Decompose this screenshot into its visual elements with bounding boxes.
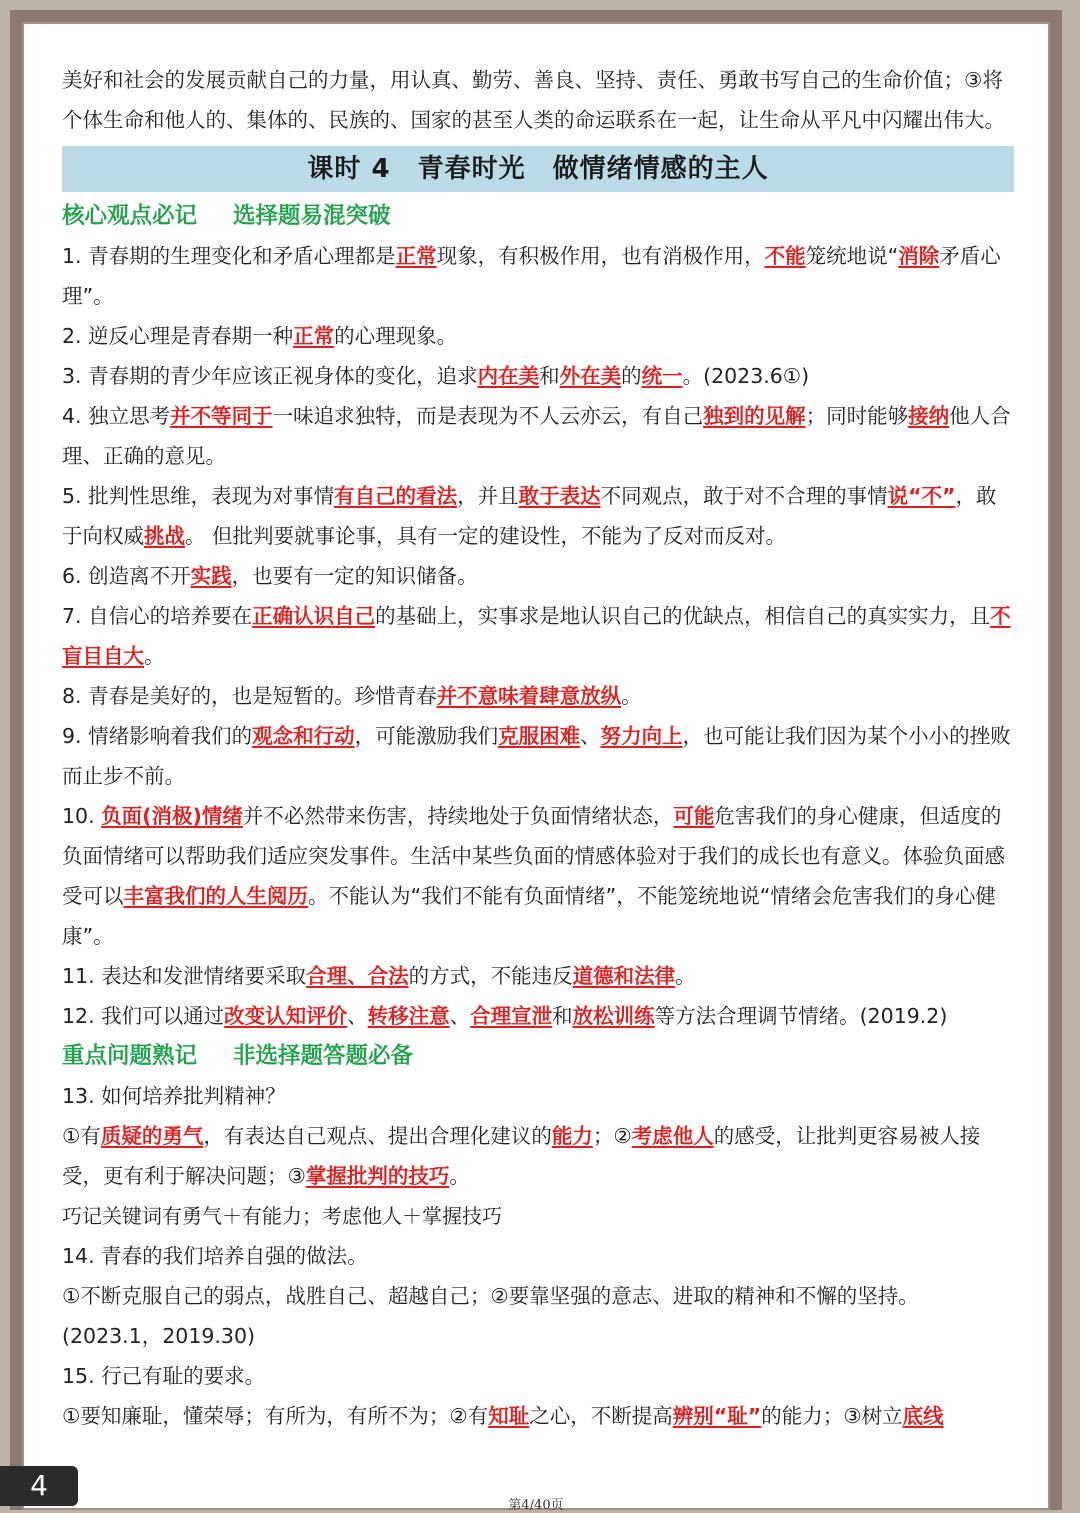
item-text: 的 — [621, 364, 642, 388]
list-item — [62, 956, 1014, 996]
item-text: 等方法合理调节情绪。(2019.2) — [654, 1004, 948, 1028]
highlighted-keyword: 正确认识自己 — [252, 604, 376, 628]
highlighted-keyword: 不能 — [764, 244, 806, 268]
list-item — [62, 676, 1014, 716]
list-item — [62, 1236, 1014, 1276]
highlighted-keyword: 辨别“耻” — [672, 1404, 762, 1428]
section-heading-left: 重点问题熟记 — [62, 1043, 198, 1069]
item-text: 。 — [621, 684, 642, 708]
item-text: 。 — [449, 1164, 470, 1188]
item-text: 的能力；③树立 — [761, 1404, 903, 1428]
item-text: 他人合理、正确的意见。 — [62, 404, 1011, 468]
item-text: 之心，不断提高 — [529, 1404, 673, 1428]
page-sheet — [22, 22, 1050, 1513]
item-text: 危害我们的身心健康，但适度的负面情绪可以帮助我们适应突发事件。生活中某些负面的情感体验对于我们的成长也有意义。体验负面感受可以 — [62, 804, 1005, 908]
list-item — [62, 396, 1014, 476]
item-text: 15. 行己有耻的要求。 — [62, 1364, 266, 1388]
highlighted-keyword: 克服困难 — [498, 724, 581, 748]
item-text: ；② — [592, 1124, 632, 1148]
item-text: ，也要有一定的知识储备。 — [231, 564, 478, 588]
item-text: 6. 创造离不开 — [62, 564, 191, 588]
highlighted-keyword: 挑战 — [144, 524, 185, 548]
section-heading-right: 非选择题答题必备 — [233, 1043, 414, 1069]
item-text: 和 — [539, 364, 560, 388]
list-item — [62, 596, 1014, 676]
list-item — [62, 236, 1014, 316]
item-text: 。 — [675, 964, 696, 988]
highlighted-keyword: 合理、合法 — [306, 964, 409, 988]
item-text: 并不必然带来伤害，持续地处于负面情绪状态， — [242, 804, 674, 828]
highlighted-keyword: 放松训练 — [572, 1004, 655, 1028]
highlighted-keyword: 统一 — [641, 364, 683, 388]
highlighted-keyword: 实践 — [190, 564, 232, 588]
item-text: 巧记关键词有勇气＋有能力；考虑他人＋掌握技巧 — [62, 1204, 502, 1228]
highlighted-keyword: 内在美 — [477, 364, 540, 388]
list-item — [62, 1076, 1014, 1116]
list-item — [62, 316, 1014, 356]
item-text: 7. 自信心的培养要在 — [62, 604, 253, 628]
item-text: 的感受，让批判更容易被人接受，更有利于解决问题；③ — [62, 1124, 981, 1188]
list-item — [62, 1116, 1014, 1196]
list-item — [62, 1276, 1014, 1356]
highlighted-keyword: 丰富我们的人生阅历 — [123, 884, 308, 908]
highlighted-keyword: 考虑他人 — [631, 1124, 714, 1148]
item-text: 。 — [144, 644, 165, 668]
item-text: 笼统地说“ — [805, 244, 899, 268]
item-text: 一味追求独特，而是表现为不人云亦云，有自己 — [272, 404, 704, 428]
item-text: 10. — [62, 804, 102, 828]
highlighted-keyword: 知耻 — [488, 1404, 530, 1428]
item-text: 4. 独立思考 — [62, 404, 171, 428]
item-text: 。(2023.6①) — [682, 364, 810, 388]
highlighted-keyword: 并不意味着肆意放纵 — [436, 684, 622, 708]
item-text: ，并且 — [457, 484, 519, 508]
item-text: 11. 表达和发泄情绪要采取 — [62, 964, 307, 988]
item-text: 。 但批判要就事论事，具有一定的建设性，不能为了反对而反对。 — [185, 524, 787, 548]
item-text: 9. 情绪影响着我们的 — [62, 724, 253, 748]
page-number-footer: 第4/40页 — [508, 1498, 564, 1513]
page-badge: 4 — [0, 1466, 78, 1506]
section-heading-key — [62, 1036, 1014, 1076]
highlighted-keyword: 不盲目自大 — [62, 604, 1011, 668]
key-questions-list — [62, 1076, 1014, 1436]
item-text: 、 — [347, 1004, 368, 1028]
item-text: 5. 批判性思维，表现为对事情 — [62, 484, 335, 508]
item-text: ；同时能够 — [805, 404, 909, 428]
item-text: 、 — [580, 724, 601, 748]
item-text: 、 — [449, 1004, 471, 1028]
core-points-list — [62, 236, 1014, 1036]
highlighted-keyword: 观念和行动 — [252, 724, 355, 748]
list-item — [62, 716, 1014, 796]
item-text: 8. 青春是美好的，也是短暂的。珍惜青春 — [62, 684, 437, 708]
item-text: 1. 青春期的生理变化和矛盾心理都是 — [62, 244, 396, 268]
item-text: ①不断克服自己的弱点，战胜自己、超越自己；②要靠坚强的意志、进取的精神和不懈的坚持。(2023.1，2019.30) — [62, 1284, 919, 1348]
item-text: 3. 青春期的青少年应该正视身体的变化，追求 — [62, 364, 478, 388]
item-text: ，敢于向权威 — [62, 484, 997, 548]
list-item — [62, 796, 1014, 956]
highlighted-keyword: 并不等同于 — [170, 404, 273, 428]
section-heading-left: 核心观点必记 — [62, 203, 198, 229]
item-text: 的方式，不能违反 — [408, 964, 573, 988]
highlighted-keyword: 独到的见解 — [703, 404, 806, 428]
list-item — [62, 996, 1014, 1036]
highlighted-keyword: 努力向上 — [600, 724, 683, 748]
highlighted-keyword: 能力 — [551, 1124, 593, 1148]
highlighted-keyword: 负面(消极)情绪 — [101, 804, 243, 828]
item-text: 不同观点，敢于对不合理的事情 — [600, 484, 888, 508]
item-text: 14. 青春的我们培养自强的做法。 — [62, 1244, 368, 1268]
section-heading-right: 选择题易混突破 — [233, 203, 391, 229]
item-text: 2. 逆反心理是青春期一种 — [62, 324, 294, 348]
highlighted-keyword: 质疑的勇气 — [100, 1124, 204, 1148]
item-text: 矛盾心理”。 — [62, 244, 1001, 308]
highlighted-keyword: 道德和法律 — [572, 964, 676, 988]
item-text: ，有表达自己观点、提出合理化建议的 — [203, 1124, 552, 1148]
highlighted-keyword: 转移注意 — [367, 1004, 450, 1028]
highlighted-keyword: 说“不” — [887, 484, 956, 508]
list-item — [62, 1396, 1014, 1436]
highlighted-keyword: 可能 — [673, 804, 715, 828]
intro-paragraph: 美好和社会的发展贡献自己的力量，用认真、勤劳、善良、坚持、责任、勇敢书写自己的生命价值；③将个体生命和他人的、集体的、民族的、国家的甚至人类的命运联系在一起，让生命从平凡中闪耀出伟大。 — [62, 68, 1005, 132]
highlighted-keyword: 敢于表达 — [518, 484, 601, 508]
highlighted-keyword: 消除 — [898, 244, 940, 268]
item-text: ，可能激励我们 — [354, 724, 499, 748]
highlighted-keyword: 掌握批判的技巧 — [305, 1164, 450, 1188]
highlighted-keyword: 接纳 — [908, 404, 950, 428]
item-text: 现象，有积极作用，也有消极作用， — [436, 244, 765, 268]
item-text: ①有 — [62, 1124, 101, 1148]
highlighted-keyword: 正常 — [395, 244, 437, 268]
highlighted-keyword: 外在美 — [559, 364, 622, 388]
list-item — [62, 476, 1014, 556]
item-text: 和 — [552, 1004, 573, 1028]
list-item — [62, 556, 1014, 596]
document-content — [62, 60, 1014, 1436]
item-text: 12. 我们可以通过 — [62, 1004, 225, 1028]
item-text: 。不能认为“我们不能有负面情绪”，不能笼统地说“情绪会危害我们的身心健康”。 — [62, 884, 996, 948]
item-text: ，也可能让我们因为某个小小的挫败而止步不前。 — [62, 724, 1011, 788]
item-text: 的心理现象。 — [334, 324, 458, 348]
item-text: 13. 如何培养批判精神？ — [62, 1084, 286, 1108]
highlighted-keyword: 改变认知评价 — [224, 1004, 348, 1028]
list-item — [62, 1356, 1014, 1396]
highlighted-keyword: 正常 — [293, 324, 335, 348]
item-text: 的基础上，实事求是地认识自己的优缺点，相信自己的真实实力，且 — [375, 604, 991, 628]
item-text: ①要知廉耻，懂荣辱；有所为，有所不为；②有 — [62, 1404, 489, 1428]
highlighted-keyword: 底线 — [902, 1404, 944, 1428]
list-item — [62, 1196, 1014, 1236]
list-item — [62, 356, 1014, 396]
highlighted-keyword: 有自己的看法 — [334, 484, 458, 508]
lesson-title: 课时 4 青春时光 做情绪情感的主人 — [62, 146, 1014, 192]
highlighted-keyword: 合理宣泄 — [470, 1004, 553, 1028]
section-heading-core — [62, 196, 1014, 236]
